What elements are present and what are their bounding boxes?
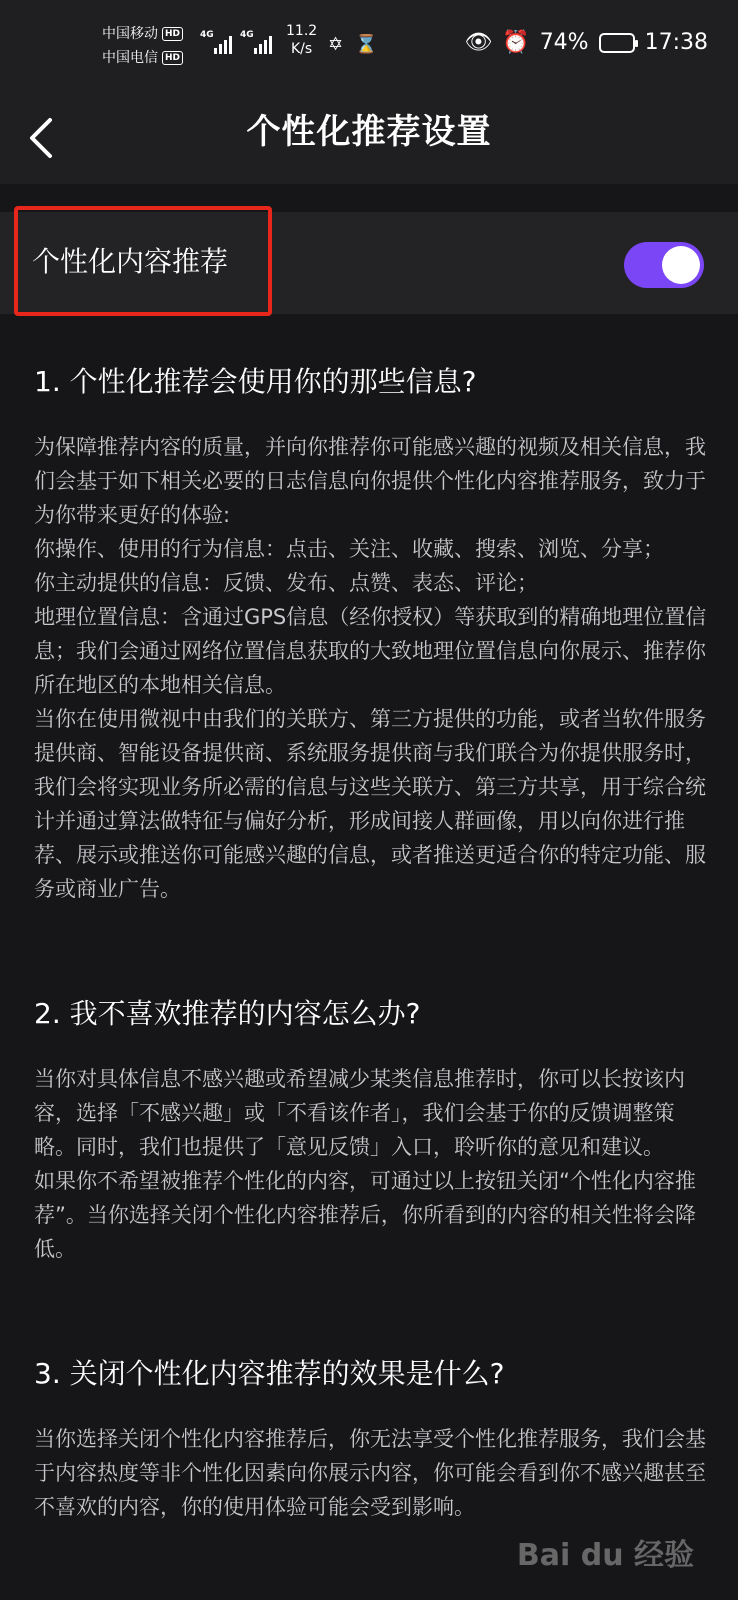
faq-question: 1. 个性化推荐会使用你的那些信息?: [34, 365, 477, 398]
net-speed: 11.2 K/s: [286, 23, 318, 57]
carrier-1: 中国移动: [102, 26, 158, 42]
faq-answer: [34, 430, 714, 906]
faq-section-3: [34, 1354, 714, 1524]
watermark-logo: Bai du 经验: [516, 1538, 694, 1573]
toggle-label: 个性化内容推荐: [32, 245, 229, 278]
faq-section-2: [34, 994, 714, 1266]
battery-percent: 74%: [539, 30, 589, 55]
answer-paragraph: 如果你不希望被推荐个性化的内容，可通过以上按钮关闭“个性化内容推荐”。当你选择关闭个性化内容推荐后，你所看到的内容的相关性将会降低。: [34, 1169, 696, 1261]
page-title: 个性化推荐设置: [246, 112, 492, 152]
switch-knob: [662, 246, 700, 284]
carrier-2: 中国电信: [102, 50, 158, 66]
signal-icon: 4G: [240, 30, 272, 54]
answer-paragraph: 你操作、使用的行为信息：点击、关注、收藏、搜索、浏览、分享；: [34, 537, 664, 561]
answer-paragraph: 当你选择关闭个性化内容推荐后，你无法享受个性化推荐服务，我们会基于内容热度等非个性化因素向你展示内容，你可能会看到你不感兴趣甚至不喜欢的内容，你的使用体验可能会受到影响。: [34, 1427, 706, 1519]
answer-paragraph: 当你对具体信息不感兴趣或希望减少某类信息推荐时，你可以长按该内容，选择「不感兴趣」或「不看该作者」，我们会基于你的反馈调整策略。同时，我们也提供了「意见反馈」入口，聆听你的意见和建议。: [34, 1067, 685, 1159]
personalized-recommend-switch[interactable]: [624, 242, 704, 288]
faq-answer: [34, 1062, 714, 1266]
status-icons: [328, 34, 378, 55]
signal-icons: [200, 30, 272, 54]
faq-question: 3. 关闭个性化内容推荐的效果是什么?: [34, 1357, 505, 1390]
hd-badge: HD: [162, 51, 183, 65]
faq-answer: [34, 1422, 714, 1524]
alarm-icon: ⏰: [502, 30, 530, 55]
eye-icon: 👁: [464, 30, 493, 55]
faq-section-1: [34, 362, 714, 906]
clock: 17:38: [644, 30, 708, 55]
faq-question: 2. 我不喜欢推荐的内容怎么办?: [34, 997, 421, 1030]
hd-badge: HD: [162, 27, 183, 41]
nav-bar: [0, 92, 738, 184]
signal-icon: 4G: [200, 30, 232, 54]
answer-paragraph: 为保障推荐内容的质量，并向你推荐你可能感兴趣的视频及相关信息，我们会基于如下相关必要的日志信息向你提供个性化内容推荐服务，致力于为你带来更好的体验:: [34, 435, 706, 527]
hourglass-icon: ⌛: [355, 34, 378, 55]
battery-icon: [599, 33, 635, 53]
answer-paragraph: 你主动提供的信息：反馈、发布、点赞、表态、评论；: [34, 571, 538, 595]
wifi-off-icon: ✡: [328, 34, 344, 55]
answer-paragraph: 地理位置信息：含通过GPS信息（经你授权）等获取到的精确地理位置信息；我们会通过网络位置信息获取的大致地理位置信息向你展示、推荐你所在地区的本地相关信息。: [34, 605, 707, 697]
status-bar: [0, 0, 738, 92]
answer-paragraph: 当你在使用微视中由我们的关联方、第三方提供的功能，或者当软件服务提供商、智能设备提供商、系统服务提供商与我们联合为你提供服务时， 我们会将实现业务所必需的信息与这些关联方、第三方共享，用于综合统计并通过算法做特征与偏好分析，形成间接人群画像，用以向你进行推荐、展示或推送你可能感兴趣的信息，或者推送更适合你的特定功能、服务或商业广告。: [34, 707, 706, 901]
status-right: [464, 30, 708, 55]
highlight-box: [14, 206, 272, 316]
carrier-info: [102, 22, 183, 70]
